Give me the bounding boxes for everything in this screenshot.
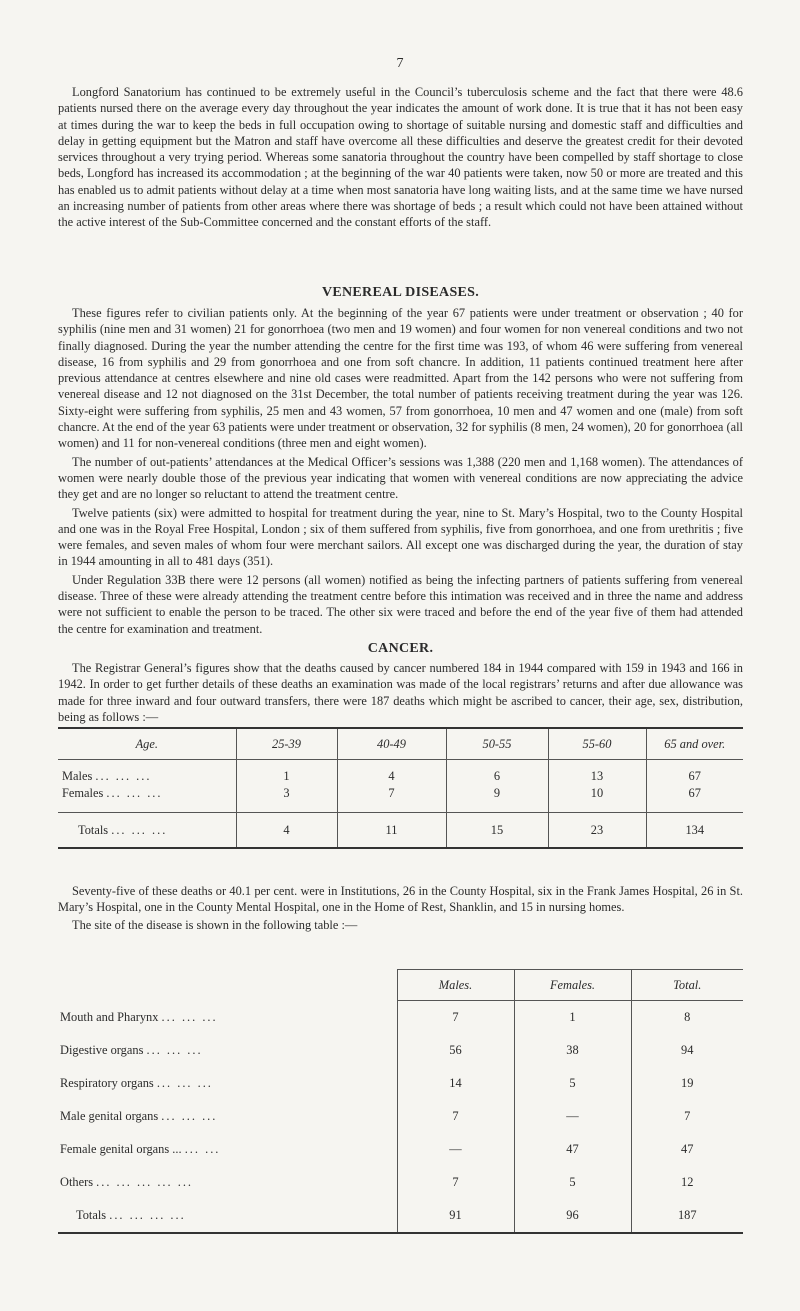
paragraph-vd-2: The number of out-patients’ attendances at the Medical Officer’s sessions was 1,388 (220 men and 1,168 women). The attendances of women were nearly double those of the previous year indicating that women with venereal conditions are now appreciating the advice they get and are no longer so reluctant to attend the treatment centre. (58, 454, 743, 502)
site-table-header (58, 970, 743, 1001)
table-cell: 7 (397, 1001, 514, 1035)
section-venereal (58, 284, 743, 637)
row-label-text: Females (62, 786, 104, 800)
cancer-site-table (58, 969, 743, 1234)
age-col-header: 50-55 (446, 728, 548, 760)
paragraph-cancer-1: The Registrar General’s figures show that the deaths caused by cancer numbered 184 in 1944 compared with 159 in 1943 and 166 in 1942. In order to get further details of these deaths an examination was made of the local registrars’ returns and after due allowance was made for three inward and four outward transfers, there were 187 deaths which might be ascribed to cancer, their age, sex, distribution, being as follows :— (58, 661, 743, 724)
table-cell: 1 (236, 760, 337, 786)
section-cancer (58, 640, 743, 725)
age-col-header: 65 and over. (646, 728, 743, 760)
row-label: Male genital organs ... ... ... (60, 1109, 218, 1123)
paragraph-longford: Longford Sanatorium has continued to be extremely useful in the Council’s tuberculosis scheme and the fact that there were 48.6 patients nursed there on the average every day throughout the year indicates the amount of work done. It is true that it has not been easy at times during the war to keep the beds in full occupation owing to shortage of suitable nursing and domestic staff and difficulties and delay in getting equipment but the Matron and staff have overcome all these difficulties and deserve the greatest credit for their devoted services throughout a very trying period. Whereas some sanatoria throughout the country have been compelled by staff shortage to close beds, Longford has increased its accommodation ; at the beginning of the war 40 patients were taken, now 50 or more are treated and this has enabled us to admit patients without delay at a time when most sanatoria have long waiting lists, and at the same time we have nursed an increasing number of patients from other areas where there was shortage of beds ; a result which could not have been attained without the active interest of the Sub-Committee concerned and the constant efforts of the staff. (58, 85, 743, 230)
row-label: Digestive organs ... ... ... (60, 1043, 203, 1057)
table-row (58, 1100, 743, 1133)
section-cancer-2 (58, 883, 743, 933)
paragraph-vd-4: Under Regulation 33B there were 12 persons (all women) notified as being the infecting partners of patients suffering from venereal disease. Three of these were already attending the treatment centre before this intimation was received and in three the name and address were not sufficient to enable the person to be traced. The other six were traced and before the end of the year five of them had attended the centre for examination and treatment. (58, 572, 743, 636)
row-label-text: Mouth and Pharynx (60, 1009, 159, 1024)
table-cell: 11 (337, 813, 446, 849)
site-col-header: Total. (631, 970, 743, 1001)
row-label: Female genital organs ... ... ... (60, 1142, 221, 1156)
section-longford (58, 84, 743, 231)
table-cell: 5 (514, 1166, 631, 1199)
row-label: Totals ... ... ... (58, 813, 236, 849)
row-label-text: Male genital organs (60, 1109, 159, 1123)
row-label-text: Respiratory organs (60, 1076, 154, 1090)
table-cell: 94 (631, 1034, 743, 1067)
table-cell: 15 (446, 813, 548, 849)
row-label-text: Others (60, 1175, 94, 1189)
row-label: Males ... ... ... (62, 769, 152, 783)
row-label: Others ... ... ... ... ... (60, 1175, 194, 1189)
page-number: 7 (396, 56, 404, 71)
table-row (58, 1067, 743, 1100)
heading-cancer: CANCER. (367, 641, 434, 656)
site-col-header: Females. (514, 970, 631, 1001)
table-cell: 13 (548, 760, 646, 786)
table-cell: 1 (514, 1001, 631, 1035)
table-cell: 67 (646, 785, 743, 813)
table-cell: 187 (631, 1199, 743, 1233)
table-row (58, 1001, 743, 1035)
table-cell: 23 (548, 813, 646, 849)
table-cell: 8 (631, 1001, 743, 1035)
age-col-header: 55-60 (548, 728, 646, 760)
table-cell: — (514, 1100, 631, 1133)
table-row (58, 785, 743, 813)
table-row (58, 760, 743, 786)
table-row (58, 1034, 743, 1067)
age-col-header: 40-49 (337, 728, 446, 760)
paragraph-cancer-2: Seventy-five of these deaths or 40.1 per cent. were in Institutions, 26 in the County Hospital, six in the Frank James Hospital, 26 in St. Mary’s Hospital, one in the County Mental Hospital, one in the Home of Rest, Shanklin, and 15 in nursing homes. (58, 884, 743, 915)
table-cell: 9 (446, 785, 548, 813)
table-cell: 56 (397, 1034, 514, 1067)
table-cell: 14 (397, 1067, 514, 1100)
table-row (58, 1166, 743, 1199)
table-cell: 91 (397, 1199, 514, 1233)
table-cell: 6 (446, 760, 548, 786)
table-cell: 19 (631, 1067, 743, 1100)
table-cell: 134 (646, 813, 743, 849)
row-label: Totals ... ... ... ... (76, 1208, 186, 1222)
table-cell: 5 (514, 1067, 631, 1100)
row-label: Respiratory organs ... ... ... (60, 1076, 213, 1090)
table-cell: 7 (397, 1100, 514, 1133)
paragraph-vd-1: These figures refer to civilian patients only. At the beginning of the year 67 patients were under treatment or observation ; 40 for syphilis (nine men and 31 women) 21 for gonorrhoea (two men and 19 women) and four women for non venereal conditions and two not finally diagnosed. During the year the number attending the centre for the first time was 193, of whom 46 were suffering from venereal disease, 16 from syphilis and 29 from gonorrhoea and one from soft chancre. In addition, 11 patients continued treatment here after previous attendance at centres elsewhere and nine old cases were readmitted. Apart from the 142 persons who were not suffering from venereal disease and 12 not diagnosed on the 31st December, the total number of patients receiving treatment during the year was 126. Sixty-eight were suffering from syphilis, 25 men and 43 women, 57 from gonorrhoea, 10 men and 47 women and one (male) from soft chancre. At the end of the year 63 patients were under treatment or observation, 32 for syphilis (8 men, 24 women), 20 for gonorrhoea (all women) and 11 for non-venereal conditions (three men and eight women). (58, 306, 743, 451)
age-table-header (58, 728, 743, 760)
heading-venereal-diseases: VENEREAL DISEASES. (321, 285, 480, 300)
row-label-text: Totals (78, 822, 109, 837)
table-cell: 12 (631, 1166, 743, 1199)
row-label: Mouth and Pharynx ... ... ... (60, 1009, 218, 1024)
table-cell: 7 (397, 1166, 514, 1199)
cancer-age-table (58, 727, 743, 849)
table-cell: 47 (514, 1133, 631, 1166)
table-cell: 10 (548, 785, 646, 813)
age-col-header: 25-39 (236, 728, 337, 760)
totals-row (58, 813, 743, 849)
table-cell: 7 (337, 785, 446, 813)
table-cell: 7 (631, 1100, 743, 1133)
table-cell: 47 (631, 1133, 743, 1166)
site-col-header: Males. (397, 970, 514, 1001)
table-cell: 3 (236, 785, 337, 813)
row-label-text: Female genital organs ... (60, 1142, 182, 1156)
table-cell: 67 (646, 760, 743, 786)
paragraph-cancer-3: The site of the disease is shown in the following table :— (72, 917, 358, 932)
row-label-text: Totals (76, 1208, 107, 1222)
table-row (58, 1133, 743, 1166)
table-cell: 4 (337, 760, 446, 786)
row-label-text: Digestive organs (60, 1043, 144, 1057)
table-cell: 38 (514, 1034, 631, 1067)
table-cell: 96 (514, 1199, 631, 1233)
age-header-label: Age. (58, 728, 236, 760)
row-label: Females ... ... ... (62, 786, 163, 800)
table-cell: — (397, 1133, 514, 1166)
row-label-text: Males (62, 769, 93, 783)
table-cell: 4 (236, 813, 337, 849)
paragraph-vd-3: Twelve patients (six) were admitted to hospital for treatment during the year, nine to St. Mary’s Hospital, two to the County Hospital and one was in the Royal Free Hospital, London ; six of them suffered from syphilis, five from gonorrhoea, and one from urethritis ; five were females, and seven males of whom four were merchant sailors. All except one was discharged during the year, the duration of stay in 1944 amounting in all to 481 days (351). (58, 505, 743, 569)
totals-row (58, 1199, 743, 1233)
